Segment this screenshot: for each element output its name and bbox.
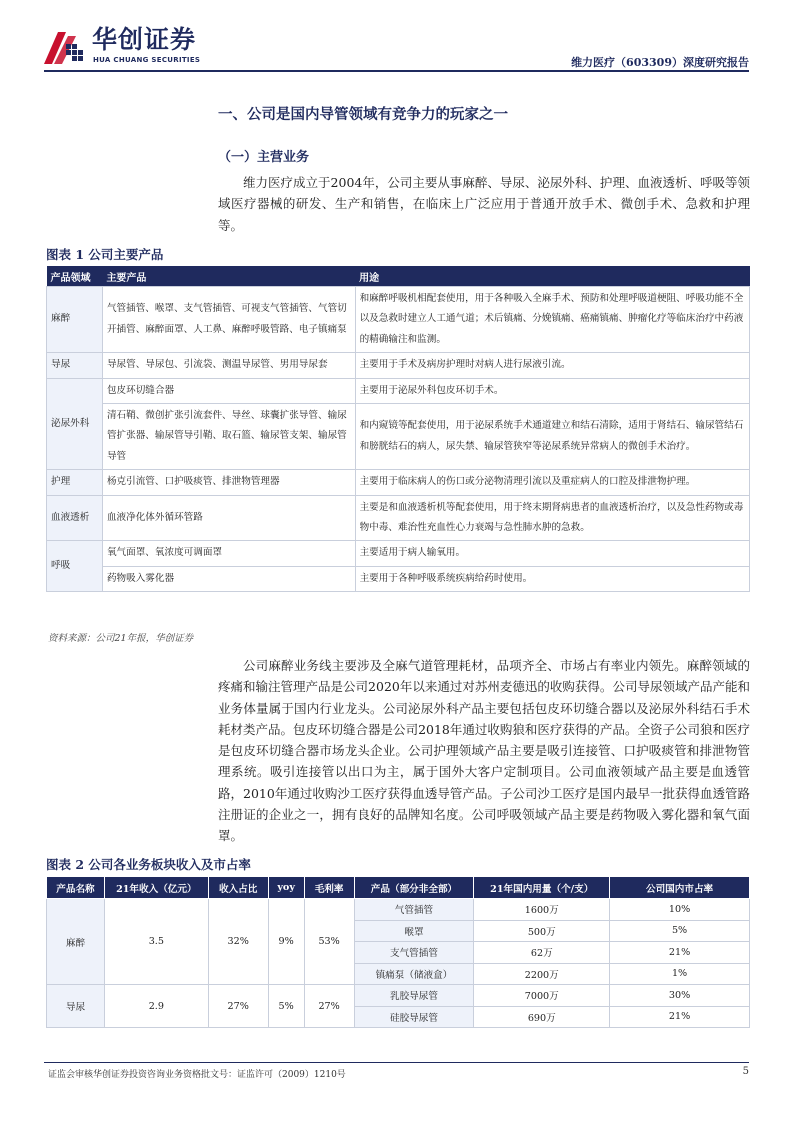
segment-name-cell: 麻醉 — [47, 899, 105, 985]
table-row — [47, 353, 750, 378]
use-cell: 主要是和血液透析机等配套使用，用于终末期肾病患者的血液透析治疗，以及急性药物或毒物中毒、难治性充血性心力衰竭与急性肺水肿的急救。 — [355, 495, 749, 541]
table-row — [47, 495, 750, 541]
yoy-cell: 9% — [268, 899, 304, 985]
header-cell: 主要产品 — [102, 266, 355, 287]
footer-divider — [44, 1062, 749, 1063]
header-cell: 21年收入（亿元） — [104, 877, 208, 899]
product-cell: 喉罩 — [354, 920, 474, 942]
product-cell: 气管插管 — [354, 899, 474, 921]
product-cell: 导尿管、导尿包、引流袋、测温导尿管、男用导尿套 — [102, 353, 355, 378]
market-share-cell: 1% — [610, 963, 750, 985]
category-cell: 导尿 — [47, 353, 103, 378]
header-cell: 公司国内市占率 — [610, 877, 750, 899]
table-header-row — [47, 877, 750, 899]
business-paragraph: 公司麻醉业务线主要涉及全麻气道管理耗材，品项齐全、市场占有率业内领先。麻醉领域的疼痛和输注管理产品是公司2020年以来通过对苏州麦德迅的收购获得。公司导尿领域产品产能和业务体量属于国内行业龙头。公司泌尿外科产品主要包括包皮环切缝合器以及泌尿外科结石手术耗材类产品。包皮环切缝合器是公司2018年通过收购狼和医疗获得的产品。全资子公司狼和医疗是包皮环切缝合器市场龙头企业。公司护理领域产品主要是吸引连接管、口护吸痰管和排泄物管理系统。吸引连接管以出口为主，属于国外大客户定制项目。公司血液领域产品主要是血透管路，2010年通过收购沙工医疗获得血透导管产品。子公司沙工医疗是国内最早一批获得血透管路注册证的企业之一，拥有良好的品牌知名度。公司呼吸领域产品主要是药物吸入雾化器和氧气面罩。 — [218, 658, 750, 844]
use-cell: 和麻醉呼吸机相配套使用，用于各种吸入全麻手术、预防和处理呼吸道梗阻、呼吸功能不全以及急救时建立人工通气道；术后镇痛、分娩镇痛、癌痛镇痛、肿瘤化疗等临床治疗中药液的精确输注和监测。 — [355, 287, 749, 353]
table-header-row — [47, 266, 750, 287]
figure1-caption: 图表 1 公司主要产品 — [46, 247, 164, 262]
volume-cell: 2200万 — [474, 963, 610, 985]
use-cell: 和内窥镜等配套使用，用于泌尿系统手术通道建立和结石清除，适用于肾结石、输尿管结石和膀胱结石的病人，尿失禁、输尿管狭窄等泌尿系统异常病人的微创手术治疗。 — [355, 404, 749, 470]
market-share-cell: 10% — [610, 899, 750, 921]
table-row — [47, 541, 750, 566]
table-row — [47, 470, 750, 495]
market-share-cell: 21% — [610, 942, 750, 964]
header-cell: 收入占比 — [208, 877, 268, 899]
header-cell: 21年国内用量（个/支） — [474, 877, 610, 899]
segment-revenue-table — [46, 876, 750, 1028]
product-cell: 镇痛泵（储液盒） — [354, 963, 474, 985]
product-cell: 支气管插管 — [354, 942, 474, 964]
main-products-table — [46, 266, 750, 592]
report-title: 维力医疗（603309）深度研究报告 — [571, 56, 749, 69]
header-cell: yoy — [268, 877, 304, 899]
table-row — [47, 404, 750, 470]
intro-paragraph: 维力医疗成立于2004年，公司主要从事麻醉、导尿、泌尿外科、护理、血液透析、呼吸等领域医疗器械的研发、生产和销售，在临床上广泛应用于普通开放手术、微创手术、急救和护理等。 — [218, 175, 750, 233]
use-cell: 主要用于各种呼吸系统疾病给药时使用。 — [355, 566, 749, 591]
product-cell: 硅胶导尿管 — [354, 1006, 474, 1028]
category-cell: 麻醉 — [47, 287, 103, 353]
page-header — [0, 0, 793, 72]
share-cell: 32% — [208, 899, 268, 985]
market-share-cell: 21% — [610, 1006, 750, 1028]
use-cell: 主要适用于病人输氧用。 — [355, 541, 749, 566]
category-cell: 护理 — [47, 470, 103, 495]
source-note: 资料来源：公司21年报，华创证券 — [48, 633, 194, 644]
huachuang-logo-icon — [44, 26, 84, 64]
header-cell: 产品名称 — [47, 877, 105, 899]
volume-cell: 500万 — [474, 920, 610, 942]
revenue-cell: 3.5 — [104, 899, 208, 985]
segment-name-cell: 导尿 — [47, 985, 105, 1028]
product-cell: 清石鞘、微创扩张引流套件、导丝、球囊扩张导管、输尿管扩张器、输尿管导引鞘、取石篮、输尿管支架、输尿管导管 — [102, 404, 355, 470]
logo-english-name: HUA CHUANG SECURITIES — [93, 56, 201, 64]
use-cell: 主要用于手术及病房护理时对病人进行尿液引流。 — [355, 353, 749, 378]
product-cell: 杨克引流管、口护吸痰管、排泄物管理器 — [102, 470, 355, 495]
header-cell: 产品（部分非全部） — [354, 877, 474, 899]
yoy-cell: 5% — [268, 985, 304, 1028]
share-cell: 27% — [208, 985, 268, 1028]
category-cell: 呼吸 — [47, 541, 103, 592]
product-cell: 血液净化体外循环管路 — [102, 495, 355, 541]
footer-disclaimer: 证监会审核华创证券投资咨询业务资格批文号：证监许可（2009）1210号 — [48, 1070, 346, 1080]
volume-cell: 690万 — [474, 1006, 610, 1028]
product-cell: 乳胶导尿管 — [354, 985, 474, 1007]
volume-cell: 1600万 — [474, 899, 610, 921]
logo-chinese-name: 华创证券 — [92, 25, 197, 54]
revenue-cell: 2.9 — [104, 985, 208, 1028]
subsection-heading: （一）主营业务 — [218, 150, 310, 165]
product-cell: 包皮环切缝合器 — [102, 378, 355, 403]
volume-cell: 7000万 — [474, 985, 610, 1007]
figure2-caption: 图表 2 公司各业务板块收入及市占率 — [46, 857, 251, 872]
product-cell: 氧气面罩、氧浓度可调面罩 — [102, 541, 355, 566]
table-row — [47, 985, 750, 1007]
category-cell: 泌尿外科 — [47, 378, 103, 470]
category-cell: 血液透析 — [47, 495, 103, 541]
page-number: 5 — [742, 1066, 749, 1077]
market-share-cell: 5% — [610, 920, 750, 942]
table-row — [47, 566, 750, 591]
header-cell: 产品领域 — [47, 266, 103, 287]
header-divider — [44, 70, 749, 72]
use-cell: 主要用于临床病人的伤口或分泌物清理引流以及重症病人的口腔及排泄物护理。 — [355, 470, 749, 495]
table-row — [47, 899, 750, 921]
margin-cell: 53% — [304, 899, 354, 985]
product-cell: 气管插管、喉罩、支气管插管、可视支气管插管、气管切开插管、麻醉面罩、人工鼻、麻醉呼吸管路、电子镇痛泵 — [102, 287, 355, 353]
header-cell: 用途 — [355, 266, 749, 287]
table-row — [47, 287, 750, 353]
product-cell: 药物吸入雾化器 — [102, 566, 355, 591]
market-share-cell: 30% — [610, 985, 750, 1007]
header-cell: 毛利率 — [304, 877, 354, 899]
section-heading: 一、公司是国内导管领域有竞争力的玩家之一 — [218, 106, 508, 123]
margin-cell: 27% — [304, 985, 354, 1028]
use-cell: 主要用于泌尿外科包皮环切手术。 — [355, 378, 749, 403]
volume-cell: 62万 — [474, 942, 610, 964]
table-row — [47, 378, 750, 403]
